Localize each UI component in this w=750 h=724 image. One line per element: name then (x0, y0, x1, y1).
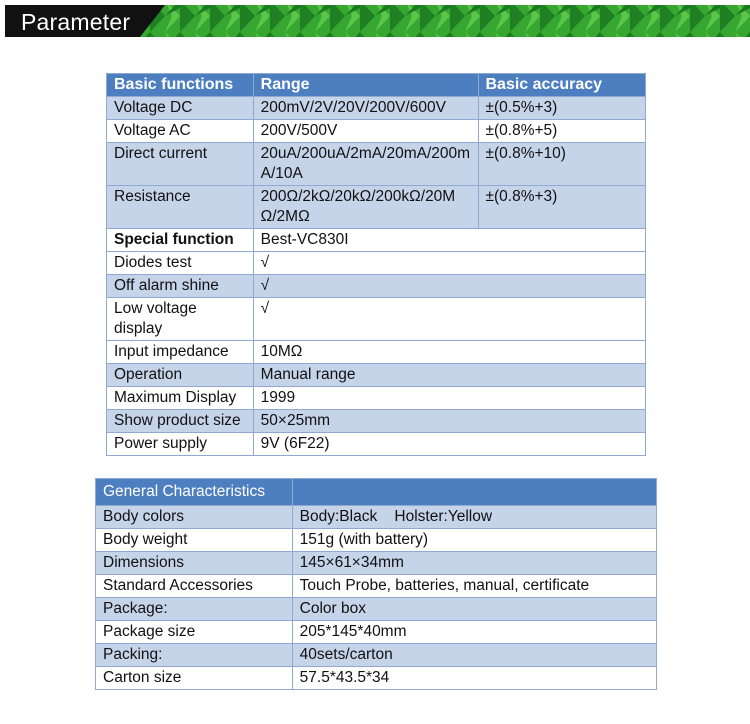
function-cell: Direct current (107, 143, 254, 186)
value-cell: 57.5*43.5*34 (292, 667, 656, 690)
general-characteristics-table (95, 478, 657, 690)
table-row (107, 341, 646, 364)
table-row (107, 275, 646, 298)
special-function-row (107, 229, 646, 252)
value-cell: 40sets/carton (292, 644, 656, 667)
header-empty (292, 479, 656, 506)
value-cell: 1999 (253, 387, 645, 410)
parameter-banner (0, 0, 750, 42)
header-basic-functions: Basic functions (107, 74, 254, 97)
accuracy-cell: ±(0.8%+3) (478, 186, 646, 229)
table-row (107, 186, 646, 229)
range-cell: 200V/500V (253, 120, 478, 143)
feature-cell: Diodes test (107, 252, 254, 275)
basic-functions-table (106, 73, 646, 456)
header-range: Range (253, 74, 478, 97)
special-function-label: Special function (107, 229, 254, 252)
feature-cell: Input impedance (107, 341, 254, 364)
table-row (96, 644, 657, 667)
property-cell: Dimensions (96, 552, 293, 575)
table-row (96, 506, 657, 529)
table-row (107, 143, 646, 186)
range-cell: 200Ω/2kΩ/20kΩ/200kΩ/20MΩ/2MΩ (253, 186, 478, 229)
value-cell: 151g (with battery) (292, 529, 656, 552)
table-row (107, 298, 646, 341)
table-row (96, 621, 657, 644)
table-row (107, 97, 646, 120)
checkmark-cell: √ (253, 275, 645, 298)
header-basic-accuracy: Basic accuracy (478, 74, 646, 97)
feature-cell: Off alarm shine (107, 275, 254, 298)
feature-cell: Show product size (107, 410, 254, 433)
value-cell: Manual range (253, 364, 645, 387)
value-cell: Color box (292, 598, 656, 621)
table-row (107, 410, 646, 433)
value-cell: 9V (6F22) (253, 433, 645, 456)
table-row (96, 575, 657, 598)
value-cell: 205*145*40mm (292, 621, 656, 644)
table-row (107, 252, 646, 275)
table-row (107, 364, 646, 387)
table-row (96, 598, 657, 621)
property-cell: Body colors (96, 506, 293, 529)
accuracy-cell: ±(0.8%+5) (478, 120, 646, 143)
property-cell: Package size (96, 621, 293, 644)
range-cell: 200mV/2V/20V/200V/600V (253, 97, 478, 120)
feature-cell: Power supply (107, 433, 254, 456)
value-cell: 50×25mm (253, 410, 645, 433)
value-cell: Touch Probe, batteries, manual, certificate (292, 575, 656, 598)
function-cell: Voltage DC (107, 97, 254, 120)
table-row (96, 667, 657, 690)
range-cell: 20uA/200uA/2mA/20mA/200mA/10A (253, 143, 478, 186)
checkmark-cell: √ (253, 252, 645, 275)
feature-cell: Low voltage display (107, 298, 254, 341)
model-name: Best-VC830I (253, 229, 645, 252)
table-header-row (107, 74, 646, 97)
value-cell: 10MΩ (253, 341, 645, 364)
table-row (107, 433, 646, 456)
table-row (96, 529, 657, 552)
table-row (107, 387, 646, 410)
accuracy-cell: ±(0.5%+3) (478, 97, 646, 120)
property-cell: Body weight (96, 529, 293, 552)
accuracy-cell: ±(0.8%+10) (478, 143, 646, 186)
feature-cell: Operation (107, 364, 254, 387)
property-cell: Packing: (96, 644, 293, 667)
property-cell: Package: (96, 598, 293, 621)
value-cell: 145×61×34mm (292, 552, 656, 575)
value-cell: Body:Black Holster:Yellow (292, 506, 656, 529)
table-row (107, 120, 646, 143)
feature-cell: Maximum Display (107, 387, 254, 410)
function-cell: Voltage AC (107, 120, 254, 143)
checkmark-cell: √ (253, 298, 645, 341)
header-general-characteristics: General Characteristics (96, 479, 293, 506)
table-header-row (96, 479, 657, 506)
banner-title: Parameter (21, 9, 131, 35)
property-cell: Standard Accessories (96, 575, 293, 598)
property-cell: Carton size (96, 667, 293, 690)
function-cell: Resistance (107, 186, 254, 229)
table-row (96, 552, 657, 575)
